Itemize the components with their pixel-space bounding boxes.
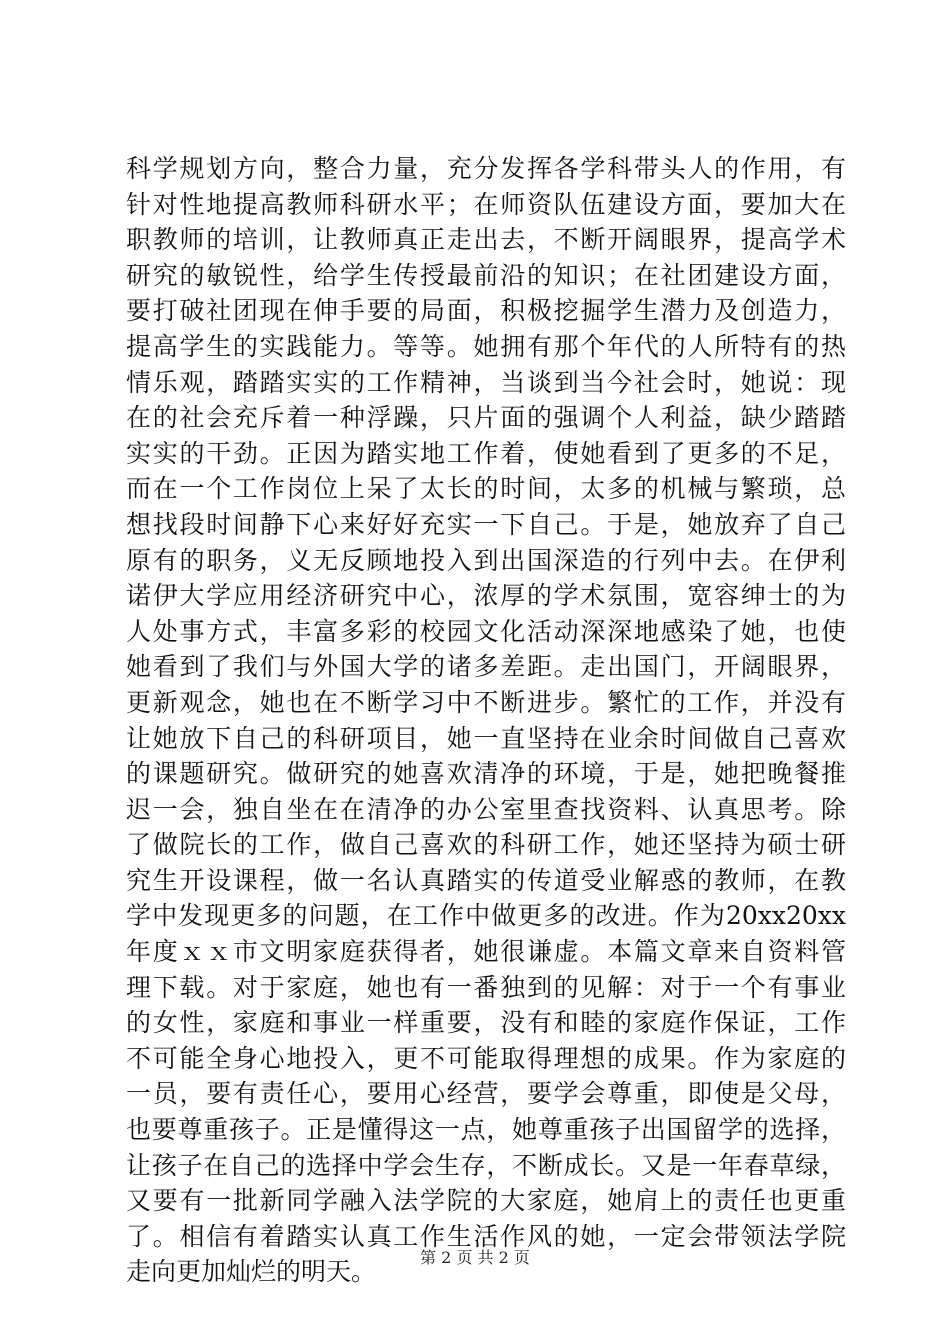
text-line: 实实的干劲。正因为踏实地工作着，使她看到了更多的不足， <box>126 438 846 468</box>
text-line: 科学规划方向，整合力量，充分发挥各学科带头人的作用，有 <box>126 154 846 183</box>
text-line: 一员，要有责任心，要用心经营，要学会尊重，即使是父母， <box>126 1079 846 1109</box>
text-line: 诺伊大学应用经济研究中心，浓厚的学术氛围，宽容绅士的为 <box>126 581 846 611</box>
text-line: 人处事方式，丰富多彩的校园文化活动深深地感染了她，也使 <box>126 616 846 646</box>
text-line: 而在一个工作岗位上呆了太长的时间，太多的机械与繁琐，总 <box>126 474 846 504</box>
text-line: 她看到了我们与外国大学的诸多差距。走出国门，开阔眼界， <box>126 652 846 682</box>
text-line: 理下载。对于家庭，她也有一番独到的见解：对于一个有事业 <box>126 972 846 1002</box>
text-line: 让孩子在自己的选择中学会生存，不断成长。又是一年春草绿， <box>126 1150 846 1180</box>
text-line: 要打破社团现在伸手要的局面，积极挖掘学生潜力及创造力， <box>126 296 846 326</box>
page-footer: 第 2 页 共 2 页 <box>420 1248 530 1267</box>
text-line: 也要尊重孩子。正是懂得这一点，她尊重孩子出国留学的选择， <box>126 1115 846 1145</box>
text-line: 想找段时间静下心来好好充实一下自己。于是，她放弃了自己 <box>126 509 846 539</box>
text-line: 又要有一批新同学融入法学院的大家庭，她肩上的责任也更重 <box>126 1186 846 1216</box>
text-line: 学中发现更多的问题，在工作中做更多的改进。作为20xx20xx <box>126 901 846 931</box>
text-line: 的课题研究。做研究的她喜欢清净的环境，于是，她把晚餐推 <box>126 759 846 789</box>
text-line: 研究的敏锐性，给学生传授最前沿的知识；在社团建设方面， <box>126 260 846 290</box>
text-line: 在的社会充斥着一种浮躁，只片面的强调个人利益，缺少踏踏 <box>126 403 846 433</box>
text-line: 不可能全身心地投入，更不可能取得理想的成果。作为家庭的 <box>126 1043 846 1073</box>
text-line: 了。相信有着踏实认真工作生活作风的她，一定会带领法学院 <box>126 1221 846 1251</box>
text-line: 原有的职务，义无反顾地投入到出国深造的行列中去。在伊利 <box>126 545 846 575</box>
text-line: 迟一会，独自坐在在清净的办公室里查找资料、认真思考。除 <box>126 794 846 824</box>
text-line: 年度ｘｘ市文明家庭获得者，她很谦虚。本篇文章来自资料管 <box>126 937 846 967</box>
text-line: 情乐观，踏踏实实的工作精神，当谈到当今社会时，她说：现 <box>126 367 846 397</box>
text-line: 职教师的培训，让教师真正走出去，不断开阔眼界，提高学术 <box>126 225 846 255</box>
text-line: 究生开设课程，做一名认真踏实的传道受业解惑的教师，在教 <box>126 865 846 895</box>
text-line: 提高学生的实践能力。等等。她拥有那个年代的人所特有的热 <box>126 331 846 361</box>
body-paragraph <box>126 151 846 1290</box>
text-line: 走向更加灿烂的明天。 <box>126 1257 377 1287</box>
text-line: 让她放下自己的科研项目，她一直坚持在业余时间做自己喜欢 <box>126 723 846 753</box>
text-line: 的女性，家庭和事业一样重要，没有和睦的家庭作保证，工作 <box>126 1008 846 1038</box>
text-line: 针对性地提高教师科研水平；在师资队伍建设方面，要加大在 <box>126 189 846 219</box>
text-line: 更新观念，她也在不断学习中不断进步。繁忙的工作，并没有 <box>126 687 846 717</box>
text-line: 了做院长的工作，做自己喜欢的科研工作，她还坚持为硕士研 <box>126 830 846 860</box>
